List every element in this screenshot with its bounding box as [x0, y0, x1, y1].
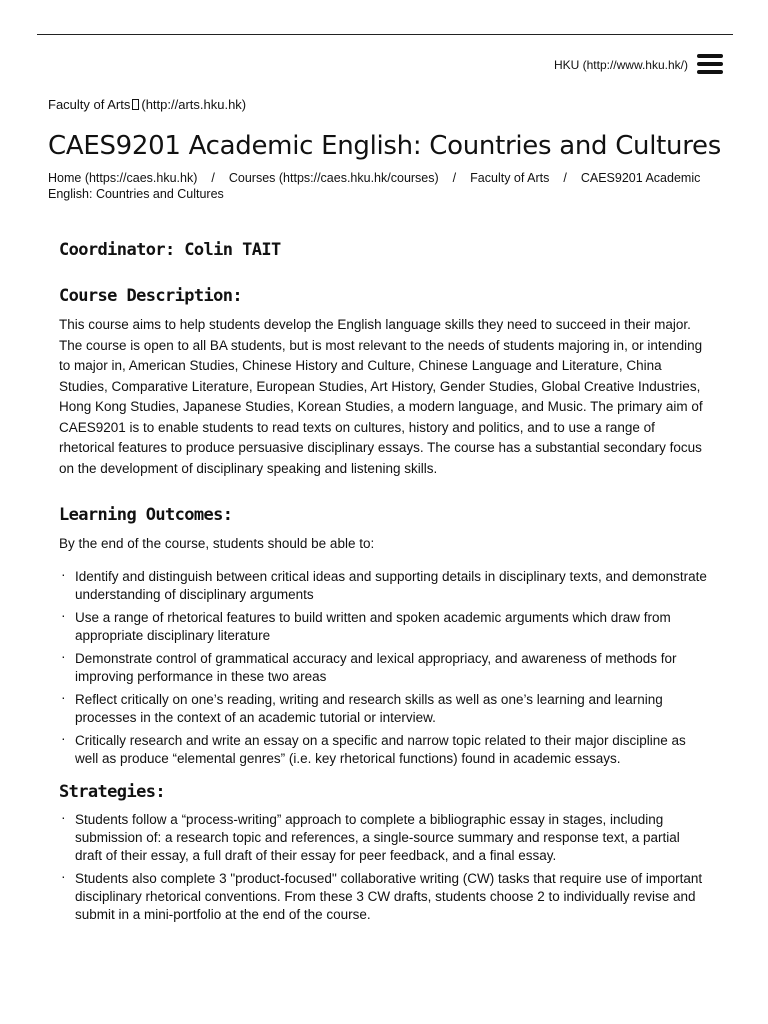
learning-outcomes-heading: Learning Outcomes:	[59, 505, 233, 525]
breadcrumb-courses[interactable]: Courses (https://caes.hku.hk/courses)	[228, 171, 439, 185]
list-item: · Use a range of rhetorical features to build written and spoken academic arguments which draw from appropriate disciplinary literature	[59, 609, 709, 645]
list-item: · Critically research and write an essay on a specific and narrow topic related to their major discipline as well as produce “elemental genres” (i.e. key rhetorical functions) found in academic essays.	[59, 732, 709, 768]
course-description-text: This course aims to help students develop the English language skills they need to succeed in their major. The course is open to all BA students, but is most relevant to the needs of students majoring in, or intending to major in, American Studies, Chinese History and Culture, Chinese Language and Literature, China Studies, Comparative Literature, European Studies, Art History, Gender Studies, Global Creative Industries, Hong Kong Studies, Japanese Studies, Korean Studies, a modern language, and Music. The primary aim of CAES9201 is to enable students to read texts on cultures, history and politics, and to use a range of rhetorical features to produce persuasive disciplinary essays. The course has a substantial secondary focus on the development of disciplinary speaking and listening skills.	[59, 317, 703, 476]
faculty-link-label: Faculty of Arts	[48, 97, 131, 112]
list-item: · Demonstrate control of grammatical accuracy and lexical appropriacy, and awareness of methods for improving performance in these two areas	[59, 650, 709, 686]
breadcrumb	[48, 170, 713, 202]
list-item: · Reflect critically on one’s reading, writing and research skills as well as one’s learning and learning processes in the context of an academic tutorial or interview.	[59, 691, 709, 727]
strategies-list	[59, 811, 709, 924]
menu-bar	[697, 62, 723, 66]
breadcrumb-separator: /	[211, 171, 215, 185]
hku-home-link[interactable]: HKU (http://www.hku.hk/)	[553, 58, 688, 72]
coordinator-heading: Coordinator: Colin TAIT	[59, 240, 281, 260]
list-item: · Identify and distinguish between critical ideas and supporting details in disciplinary texts, and demonstrate understanding of disciplinary arguments	[59, 568, 709, 604]
hamburger-menu-icon[interactable]	[697, 53, 723, 75]
breadcrumb-home[interactable]: Home (https://caes.hku.hk)	[48, 171, 198, 185]
top-divider	[37, 34, 733, 35]
breadcrumb-current: CAES9201 Academic English: Countries and Cultures	[48, 171, 701, 201]
course-content	[59, 236, 709, 929]
faculty-of-arts-link[interactable]	[48, 97, 246, 112]
list-item: · Students also complete 3 "product-focused" collaborative writing (CW) tasks that require use of important disciplinary rhetorical conventions. From these 3 CW drafts, students choose 2 to individually revise and submit in a mini-portfolio at the end of the course.	[59, 870, 709, 924]
strategies-heading: Strategies:	[59, 781, 165, 802]
breadcrumb-faculty[interactable]: Faculty of Arts	[470, 171, 550, 185]
breadcrumb-separator: /	[452, 171, 457, 185]
faculty-link-url: (http://arts.hku.hk)	[141, 97, 247, 112]
learning-outcomes-list	[59, 568, 709, 768]
learning-outcomes-intro: By the end of the course, students should be able to:	[59, 536, 375, 551]
breadcrumb-separator: /	[563, 171, 567, 185]
list-item: · Students follow a “process-writing” approach to complete a bibliographic essay in stages, including submission of: a research topic and references, a single-source summary and response text, a partial draft of their essay, a full draft of their essay for peer feedback, and a final essay.	[59, 811, 709, 865]
page-title: CAES9201 Academic English: Countries and Cultures	[48, 131, 721, 161]
course-description-heading: Course Description:	[59, 286, 243, 306]
external-link-icon	[132, 99, 139, 110]
menu-bar	[697, 54, 723, 58]
menu-bar	[697, 70, 723, 74]
